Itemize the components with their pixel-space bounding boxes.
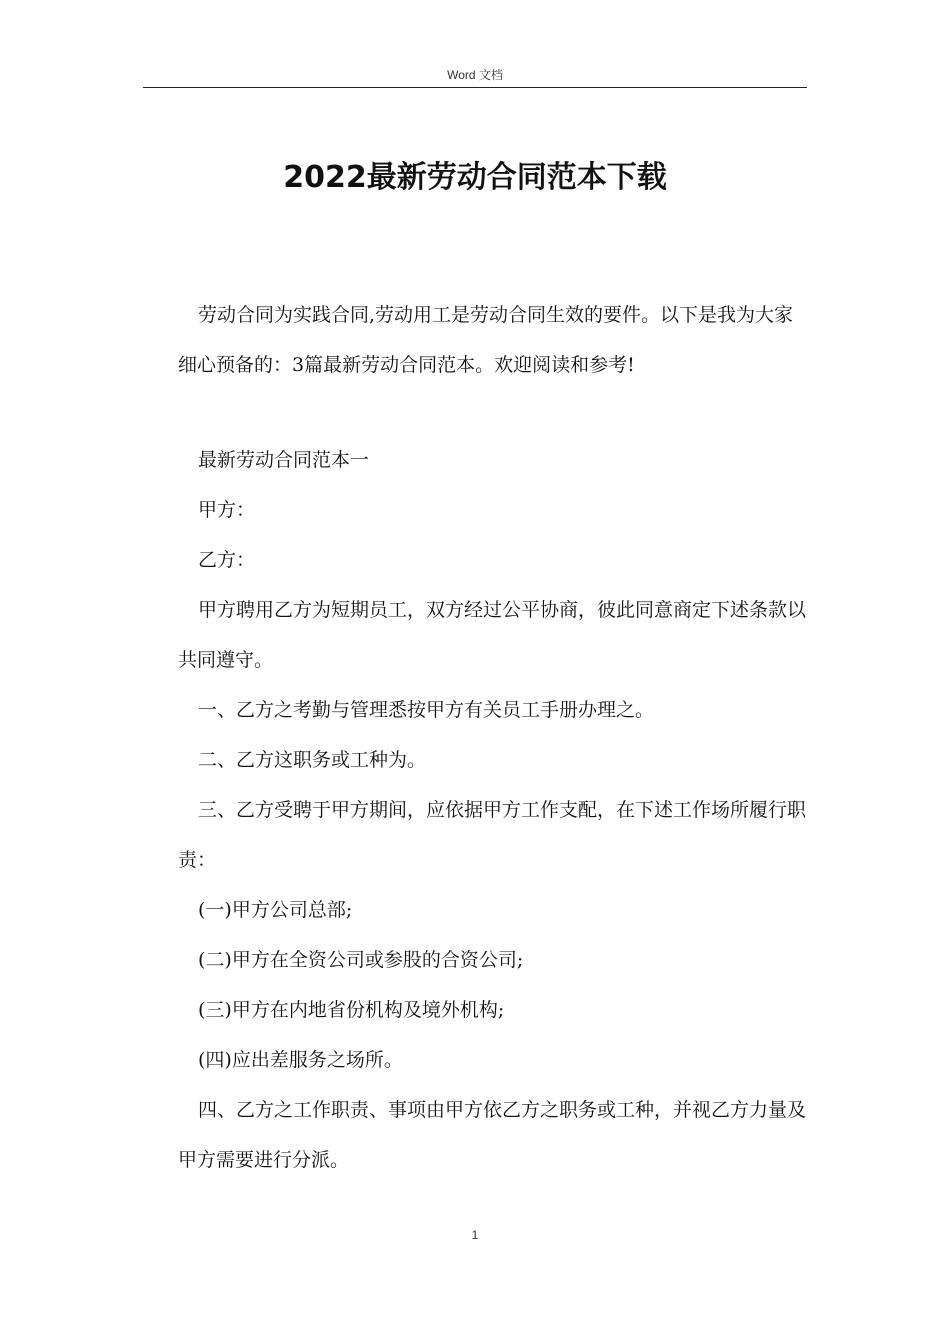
page-number: 1	[471, 1228, 479, 1242]
clause-3-item-1: (一)甲方公司总部;	[198, 899, 353, 921]
clause-3-item-2: (二)甲方在全资公司或参股的合资公司;	[198, 949, 524, 971]
header-divider	[143, 87, 807, 88]
document-title: 2022最新劳动合同范本下载	[283, 160, 667, 195]
party-a-line: 甲方：	[198, 499, 256, 521]
clause-3-item-4: (四)应出差服务之场所。	[198, 1049, 403, 1071]
section-heading: 最新劳动合同范本一	[198, 449, 370, 471]
paragraph-spacer	[178, 390, 808, 435]
party-b-line: 乙方：	[198, 549, 256, 571]
clause-4: 四、乙方之工作职责、事项由甲方依乙方之职务或工种，并视乙方力量及甲方需要进行分派。	[178, 1099, 807, 1171]
clause-1: 一、乙方之考勤与管理悉按甲方有关员工手册办理之。	[198, 699, 655, 721]
agreement-paragraph: 甲方聘用乙方为短期员工，双方经过公平协商，彼此同意商定下述条款以共同遵守。	[178, 599, 807, 671]
intro-paragraph: 劳动合同为实践合同,劳动用工是劳动合同生效的要件。以下是我为大家细心预备的：3篇最新劳动合同范本。欢迎阅读和参考!	[178, 304, 794, 376]
clause-3: 三、乙方受聘于甲方期间，应依据甲方工作支配，在下述工作场所履行职责：	[178, 799, 807, 871]
page-header: Word 文档	[447, 68, 503, 82]
clause-2: 二、乙方这职务或工种为。	[198, 749, 427, 771]
clause-3-item-3: (三)甲方在内地省份机构及境外机构;	[198, 999, 505, 1021]
document-body	[178, 290, 808, 1185]
